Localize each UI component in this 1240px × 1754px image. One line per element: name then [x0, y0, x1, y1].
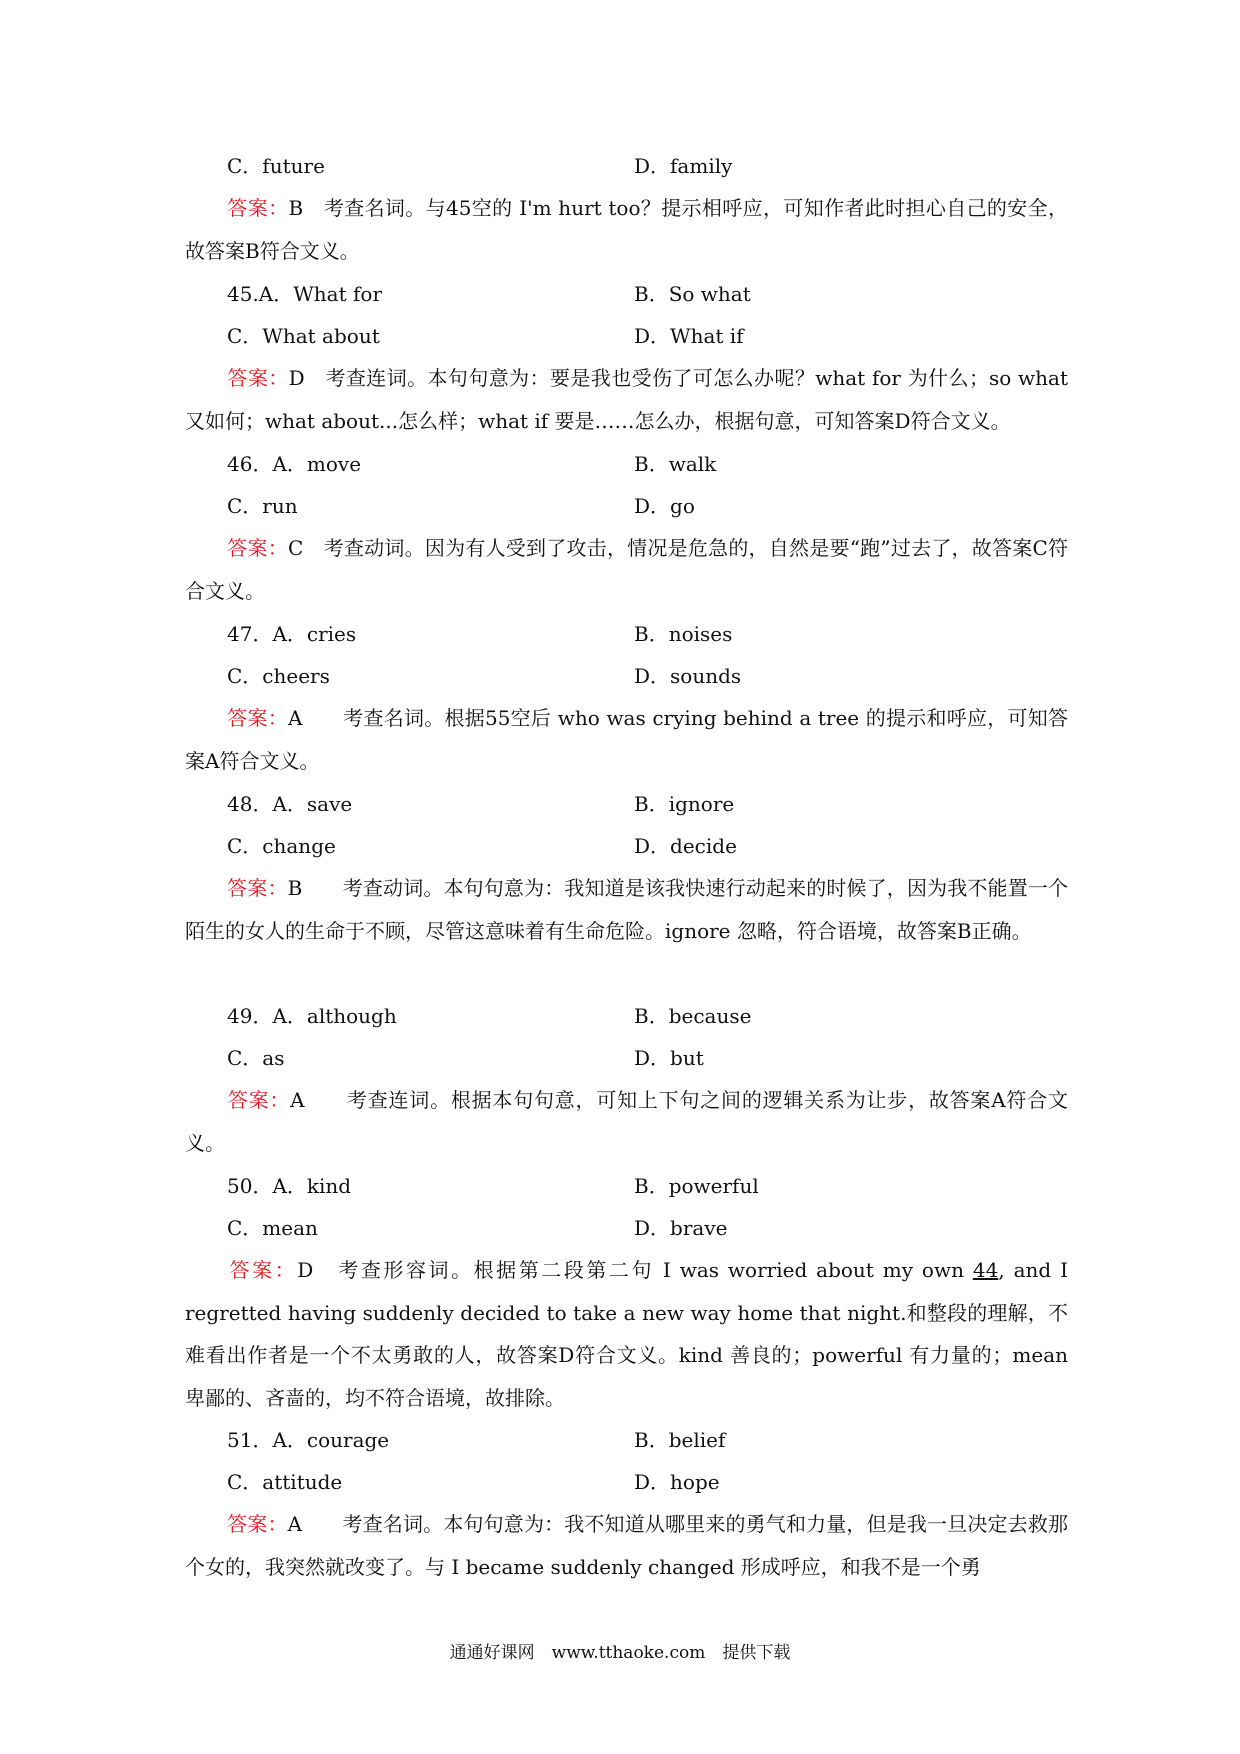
q47-options-row-2	[227, 658, 1077, 694]
option: D．but	[634, 1046, 704, 1070]
option: B．because	[634, 1004, 752, 1028]
q44-answer	[185, 187, 1068, 272]
answer-label: 答案：	[227, 876, 288, 900]
answer-label: 答案：	[227, 1512, 288, 1536]
q50-options-row-2	[227, 1210, 1077, 1246]
q51-options-row-1	[227, 1422, 1077, 1458]
option: D．hope	[634, 1470, 720, 1494]
q44-options-row	[227, 148, 1077, 184]
option: 48．A．save	[227, 792, 353, 816]
answer-text: A 考查名词。本句句意为：我不知道从哪里来的勇气和力量，但是我一旦决定去救那个女的，我突然就改变了。与 I became suddenly changed 形成呼应，和我不是一个勇	[185, 1512, 1068, 1579]
option: C．run	[227, 494, 298, 518]
q46-options-row-1	[227, 446, 1077, 482]
q45-options-row-2	[227, 318, 1077, 354]
q48-options-row-1	[227, 786, 1077, 822]
option: D．go	[634, 494, 695, 518]
q51-options-row-2	[227, 1464, 1077, 1500]
q48-options-row-2	[227, 828, 1077, 864]
answer-label: 答案：	[227, 1088, 291, 1112]
q47-options-row-1	[227, 616, 1077, 652]
q50-options-row-1	[227, 1168, 1077, 1204]
option: C．cheers	[227, 664, 330, 688]
option: D．What if	[634, 324, 744, 348]
option: B．powerful	[634, 1174, 759, 1198]
q45-options-row-1	[227, 276, 1077, 312]
option: C．What about	[227, 324, 380, 348]
page-footer: 通通好课网 www.tthaoke.com 提供下载	[449, 1643, 791, 1663]
answer-text: , and I regretted having suddenly decided to take a new way home that night.和整段的理解，不难看出作者是一个不太勇敢的人，故答案D符合文义。kind 善良的；powerful 有力量的；mean 卑鄙的、吝啬的，均不符合语境，故排除。	[185, 1258, 1068, 1410]
q46-answer	[185, 527, 1068, 612]
answer-text: B 考查动词。本句句意为：我知道是该我快速行动起来的时候了，因为我不能置一个陌生的女人的生命于不顾，尽管这意味着有生命危险。ignore 忽略，符合语境，故答案B正确。	[185, 876, 1069, 943]
q47-answer	[185, 697, 1068, 782]
option: 50．A．kind	[227, 1174, 352, 1198]
q49-answer	[185, 1079, 1068, 1164]
answer-label: 答案：	[227, 366, 289, 390]
option: B．walk	[634, 452, 717, 476]
q45-answer	[185, 357, 1068, 442]
option: 51．A．courage	[227, 1428, 390, 1452]
option: 47．A．cries	[227, 622, 357, 646]
option: D．family	[634, 154, 733, 178]
option: B．ignore	[634, 792, 735, 816]
answer-label: 答案：	[227, 196, 289, 220]
option: B．belief	[634, 1428, 726, 1452]
q49-options-row-1	[227, 998, 1077, 1034]
q46-options-row-2	[227, 488, 1077, 524]
option: C．future	[227, 154, 325, 178]
answer-label: 答案：	[227, 1258, 298, 1282]
answer-label: 答案：	[227, 706, 289, 730]
q48-answer	[185, 867, 1068, 952]
q50-answer	[185, 1249, 1068, 1419]
q51-answer	[185, 1503, 1068, 1588]
answer-text: B 考查名词。与45空的 I'm hurt too？提示相呼应，可知作者此时担心自己的安全，故答案B符合文义。	[185, 196, 1069, 263]
option: 49．A．although	[227, 1004, 397, 1028]
option: D．sounds	[634, 664, 742, 688]
answer-text: D 考查连词。本句句意为：要是我也受伤了可怎么办呢？what for 为什么；so what 又如何；what about...怎么样；what if 要是……怎么办，根据句意，可知答案D符合文义。	[185, 366, 1069, 433]
option: D．brave	[634, 1216, 728, 1240]
option: C．mean	[227, 1216, 318, 1240]
answer-text: A 考查名词。根据55空后 who was crying behind a tree 的提示和呼应，可知答案A符合文义。	[185, 706, 1068, 773]
answer-text: A 考查连词。根据本句句意，可知上下句之间的逻辑关系为让步，故答案A符合文义。	[185, 1088, 1069, 1155]
option: C．change	[227, 834, 336, 858]
option: C．attitude	[227, 1470, 343, 1494]
answer-text: C 考查动词。因为有人受到了攻击，情况是危急的，自然是要“跑”过去了，故答案C符合文义。	[185, 536, 1069, 603]
option: 46．A．move	[227, 452, 362, 476]
answer-label: 答案：	[227, 536, 288, 560]
option: B．So what	[634, 282, 751, 306]
answer-text: D 考查形容词。根据第二段第二句 I was worried about my own	[297, 1258, 973, 1282]
option: 45.A．What for	[227, 282, 383, 306]
option: D．decide	[634, 834, 737, 858]
option: C．as	[227, 1046, 285, 1070]
blank-number: 44	[972, 1258, 999, 1282]
q49-options-row-2	[227, 1040, 1077, 1076]
option: B．noises	[634, 622, 733, 646]
